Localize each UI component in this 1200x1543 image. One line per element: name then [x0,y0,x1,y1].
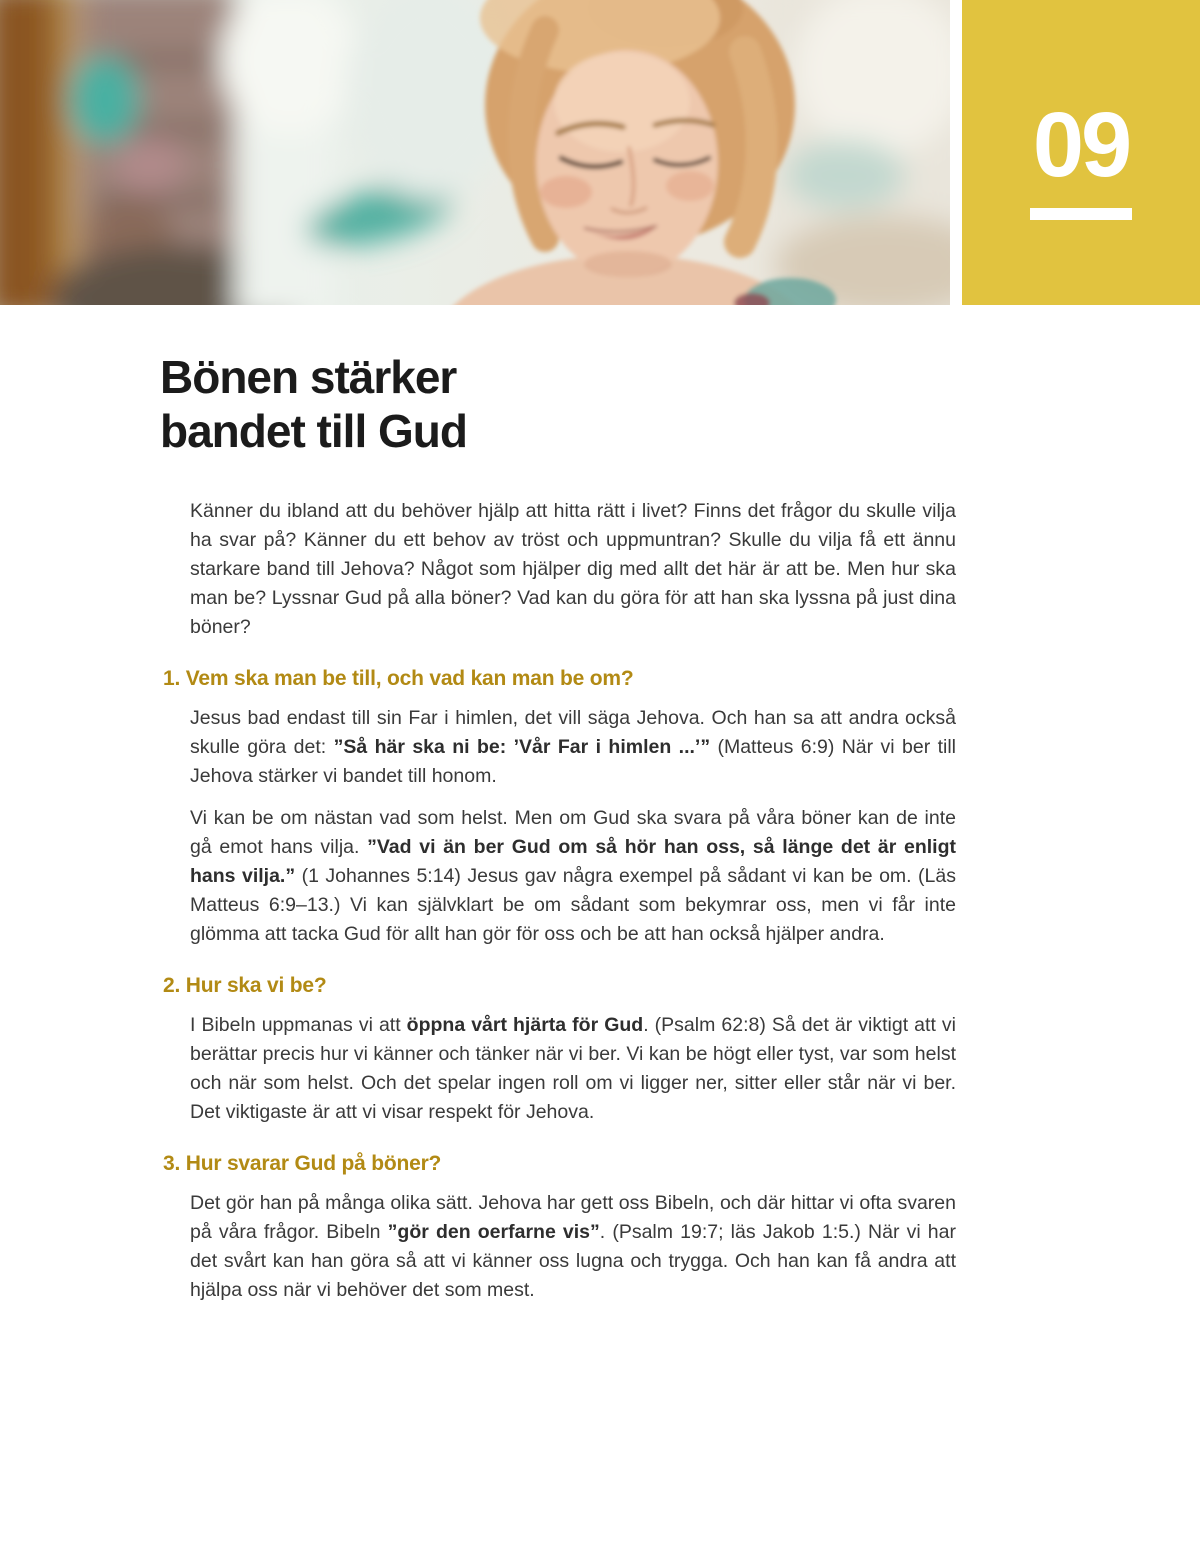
chapter-number-badge [962,0,1200,305]
paragraph: Vi kan be om nästan vad som helst. Men om Gud ska svara på våra böner kan de inte gå emot hans vilja. ”Vad vi än ber Gud om så hör han oss, så länge det är enligt hans vilja.” (1 Johannes 5:14) Jesus gav några exempel på sådant vi kan be om. (Läs Matteus 6:9–13.) Vi kan självklart be om sådant som bekymrar oss, men vi får inte glömma att tacka Gud för allt han gör för oss och be att han också hjälper andra. [190,807,956,945]
header-photo [0,0,950,305]
page-title-line-2: bandet till Gud [160,405,467,457]
page-title [160,350,467,458]
intro-paragraph: Känner du ibland att du behöver hjälp att hitta rätt i livet? Finns det frågor du skulle vilja ha svar på? Känner du ett behov av tröst och uppmuntran? Skulle du vilja få ett ännu starkare band till Jehova? Något som hjälper dig med allt det här är att be. Men hur ska man be? Lyssnar Gud på alla böner? Vad kan du göra för att han ska lyssna på just dina böner? [190,500,956,638]
section-heading-2: 2. Hur ska vi be? [163,974,327,997]
chapter-number: 09 [1032,94,1130,196]
section-heading-3: 3. Hur svarar Gud på böner? [163,1152,442,1175]
paragraph: Jesus bad endast till sin Far i himlen, det vill säga Jehova. Och han sa att andra också skulle göra det: ”Så här ska ni be: ’Vår Far i himlen ...’” (Matteus 6:9) När vi ber till Jehova stärker vi bandet till honom. [190,707,956,787]
section-heading-1: 1. Vem ska man be till, och vad kan man be om? [163,667,634,690]
chapter-underline-bar [1030,208,1132,220]
lesson-content [163,497,956,1318]
praying-woman-photo [0,0,950,305]
paragraph: I Bibeln uppmanas vi att öppna vårt hjärta för Gud. (Psalm 62:8) Så det är viktigt att vi berättar precis hur vi känner och tänker när vi ber. Vi kan be högt eller tyst, var som helst och när som helst. Och det spelar ingen roll om vi ligger ner, sitter eller står när vi ber. Det viktigaste är att vi visar respekt för Jehova. [190,1014,956,1123]
page-title-line-1: Bönen stärker [160,351,457,403]
paragraph: Det gör han på många olika sätt. Jehova har gett oss Bibeln, och där hittar vi ofta svaren på våra frågor. Bibeln ”gör den oerfarne vis”. (Psalm 19:7; läs Jakob 1:5.) När vi har det svårt kan han göra så att vi känner oss lugna och trygga. Och han kan få andra att hjälpa oss när vi behöver det som mest. [190,1192,956,1301]
